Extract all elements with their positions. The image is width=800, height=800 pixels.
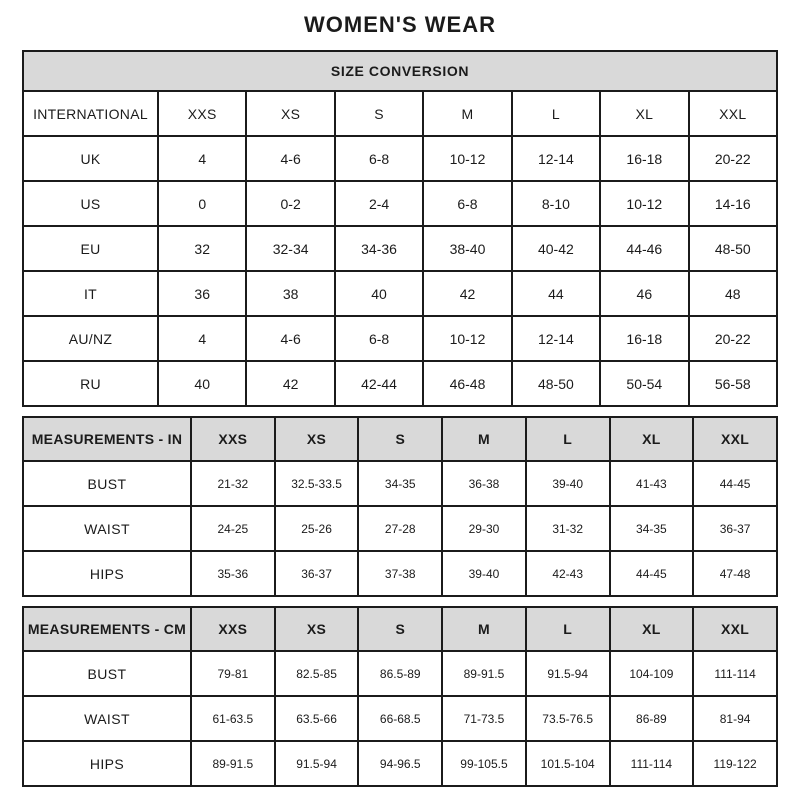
page-title: WOMEN'S WEAR: [304, 12, 496, 37]
value-cell: 6-8: [335, 316, 423, 361]
value-cell: 119-122: [693, 741, 777, 786]
value-cell: 0-2: [246, 181, 334, 226]
value-cell: 104-109: [610, 651, 694, 696]
value-cell: 89-91.5: [191, 741, 275, 786]
size-header-cell: L: [526, 607, 610, 651]
value-cell: 42: [246, 361, 334, 406]
value-cell: 48: [689, 271, 777, 316]
value-cell: 99-105.5: [442, 741, 526, 786]
value-cell: 35-36: [191, 551, 275, 596]
value-cell: 37-38: [358, 551, 442, 596]
measurements-in-table: [22, 416, 778, 597]
value-cell: 42: [423, 271, 511, 316]
value-cell: 39-40: [526, 461, 610, 506]
size-header-cell: XXS: [158, 91, 246, 136]
corner-header-cell: MEASUREMENTS - CM: [23, 607, 191, 651]
value-cell: 36: [158, 271, 246, 316]
value-cell: 20-22: [689, 136, 777, 181]
value-cell: 25-26: [275, 506, 359, 551]
value-cell: 29-30: [442, 506, 526, 551]
size-header-cell: XL: [610, 417, 694, 461]
row-label-cell: AU/NZ: [23, 316, 158, 361]
size-header-cell: L: [512, 91, 600, 136]
value-cell: 47-48: [693, 551, 777, 596]
table-row: [23, 361, 777, 406]
row-label-cell: US: [23, 181, 158, 226]
table-row: [23, 696, 777, 741]
value-cell: 32-34: [246, 226, 334, 271]
value-cell: 40: [158, 361, 246, 406]
value-cell: 101.5-104: [526, 741, 610, 786]
value-cell: 38-40: [423, 226, 511, 271]
size-header-cell: M: [442, 607, 526, 651]
value-cell: 48-50: [689, 226, 777, 271]
row-label-cell: BUST: [23, 651, 191, 696]
value-cell: 111-114: [693, 651, 777, 696]
value-cell: 36-37: [693, 506, 777, 551]
row-label-cell: WAIST: [23, 696, 191, 741]
value-cell: 32.5-33.5: [275, 461, 359, 506]
value-cell: 56-58: [689, 361, 777, 406]
value-cell: 94-96.5: [358, 741, 442, 786]
value-cell: 27-28: [358, 506, 442, 551]
value-cell: 42-43: [526, 551, 610, 596]
value-cell: 24-25: [191, 506, 275, 551]
value-cell: 34-36: [335, 226, 423, 271]
value-cell: 16-18: [600, 136, 688, 181]
value-cell: 73.5-76.5: [526, 696, 610, 741]
table-row: [23, 461, 777, 506]
value-cell: 44-45: [610, 551, 694, 596]
value-cell: 91.5-94: [275, 741, 359, 786]
table-title-row: [23, 51, 777, 91]
value-cell: 46: [600, 271, 688, 316]
size-header-cell: M: [442, 417, 526, 461]
row-label-cell: EU: [23, 226, 158, 271]
row-label-cell: IT: [23, 271, 158, 316]
value-cell: 46-48: [423, 361, 511, 406]
value-cell: 20-22: [689, 316, 777, 361]
size-header-cell: S: [358, 607, 442, 651]
value-cell: 0: [158, 181, 246, 226]
value-cell: 63.5-66: [275, 696, 359, 741]
value-cell: 38: [246, 271, 334, 316]
value-cell: 10-12: [600, 181, 688, 226]
value-cell: 4-6: [246, 136, 334, 181]
value-cell: 86.5-89: [358, 651, 442, 696]
size-header-cell: XXL: [689, 91, 777, 136]
value-cell: 34-35: [358, 461, 442, 506]
table-row: [23, 226, 777, 271]
value-cell: 40: [335, 271, 423, 316]
size-header-cell: S: [358, 417, 442, 461]
value-cell: 36-38: [442, 461, 526, 506]
value-cell: 61-63.5: [191, 696, 275, 741]
measurements-cm-table: [22, 606, 778, 787]
value-cell: 8-10: [512, 181, 600, 226]
value-cell: 66-68.5: [358, 696, 442, 741]
table-row: [23, 181, 777, 226]
value-cell: 42-44: [335, 361, 423, 406]
size-header-cell: XL: [610, 607, 694, 651]
value-cell: 10-12: [423, 316, 511, 361]
row-label-cell: WAIST: [23, 506, 191, 551]
row-label-cell: RU: [23, 361, 158, 406]
size-conversion-table: [22, 50, 778, 407]
value-cell: 48-50: [512, 361, 600, 406]
row-label-cell: BUST: [23, 461, 191, 506]
size-header-cell: XXS: [191, 607, 275, 651]
value-cell: 89-91.5: [442, 651, 526, 696]
value-cell: 6-8: [423, 181, 511, 226]
size-header-cell: XXL: [693, 607, 777, 651]
size-header-cell: XS: [275, 607, 359, 651]
table-row: [23, 316, 777, 361]
table-row: [23, 506, 777, 551]
value-cell: 6-8: [335, 136, 423, 181]
value-cell: 111-114: [610, 741, 694, 786]
value-cell: 12-14: [512, 136, 600, 181]
size-header-cell: M: [423, 91, 511, 136]
corner-header-cell: MEASUREMENTS - IN: [23, 417, 191, 461]
value-cell: 39-40: [442, 551, 526, 596]
table-row: [23, 271, 777, 316]
value-cell: 44-45: [693, 461, 777, 506]
table-row: [23, 741, 777, 786]
value-cell: 41-43: [610, 461, 694, 506]
value-cell: 79-81: [191, 651, 275, 696]
value-cell: 71-73.5: [442, 696, 526, 741]
value-cell: 21-32: [191, 461, 275, 506]
size-header-row: [23, 91, 777, 136]
value-cell: 10-12: [423, 136, 511, 181]
value-cell: 44-46: [600, 226, 688, 271]
value-cell: 34-35: [610, 506, 694, 551]
size-header-cell: XXL: [693, 417, 777, 461]
value-cell: 44: [512, 271, 600, 316]
value-cell: 36-37: [275, 551, 359, 596]
value-cell: 40-42: [512, 226, 600, 271]
value-cell: 16-18: [600, 316, 688, 361]
size-header-row: [23, 607, 777, 651]
size-header-cell: S: [335, 91, 423, 136]
value-cell: 50-54: [600, 361, 688, 406]
table-row: [23, 136, 777, 181]
row-label-cell: HIPS: [23, 741, 191, 786]
table-row: [23, 651, 777, 696]
value-cell: 14-16: [689, 181, 777, 226]
size-header-cell: XS: [275, 417, 359, 461]
table-title: SIZE CONVERSION: [23, 51, 777, 91]
size-header-cell: XS: [246, 91, 334, 136]
size-header-cell: XL: [600, 91, 688, 136]
value-cell: 31-32: [526, 506, 610, 551]
value-cell: 12-14: [512, 316, 600, 361]
value-cell: 32: [158, 226, 246, 271]
value-cell: 4-6: [246, 316, 334, 361]
corner-header-cell: INTERNATIONAL: [23, 91, 158, 136]
size-header-cell: L: [526, 417, 610, 461]
value-cell: 81-94: [693, 696, 777, 741]
size-header-cell: XXS: [191, 417, 275, 461]
value-cell: 86-89: [610, 696, 694, 741]
row-label-cell: HIPS: [23, 551, 191, 596]
row-label-cell: UK: [23, 136, 158, 181]
value-cell: 91.5-94: [526, 651, 610, 696]
value-cell: 2-4: [335, 181, 423, 226]
value-cell: 4: [158, 316, 246, 361]
size-header-row: [23, 417, 777, 461]
value-cell: 4: [158, 136, 246, 181]
value-cell: 82.5-85: [275, 651, 359, 696]
table-row: [23, 551, 777, 596]
